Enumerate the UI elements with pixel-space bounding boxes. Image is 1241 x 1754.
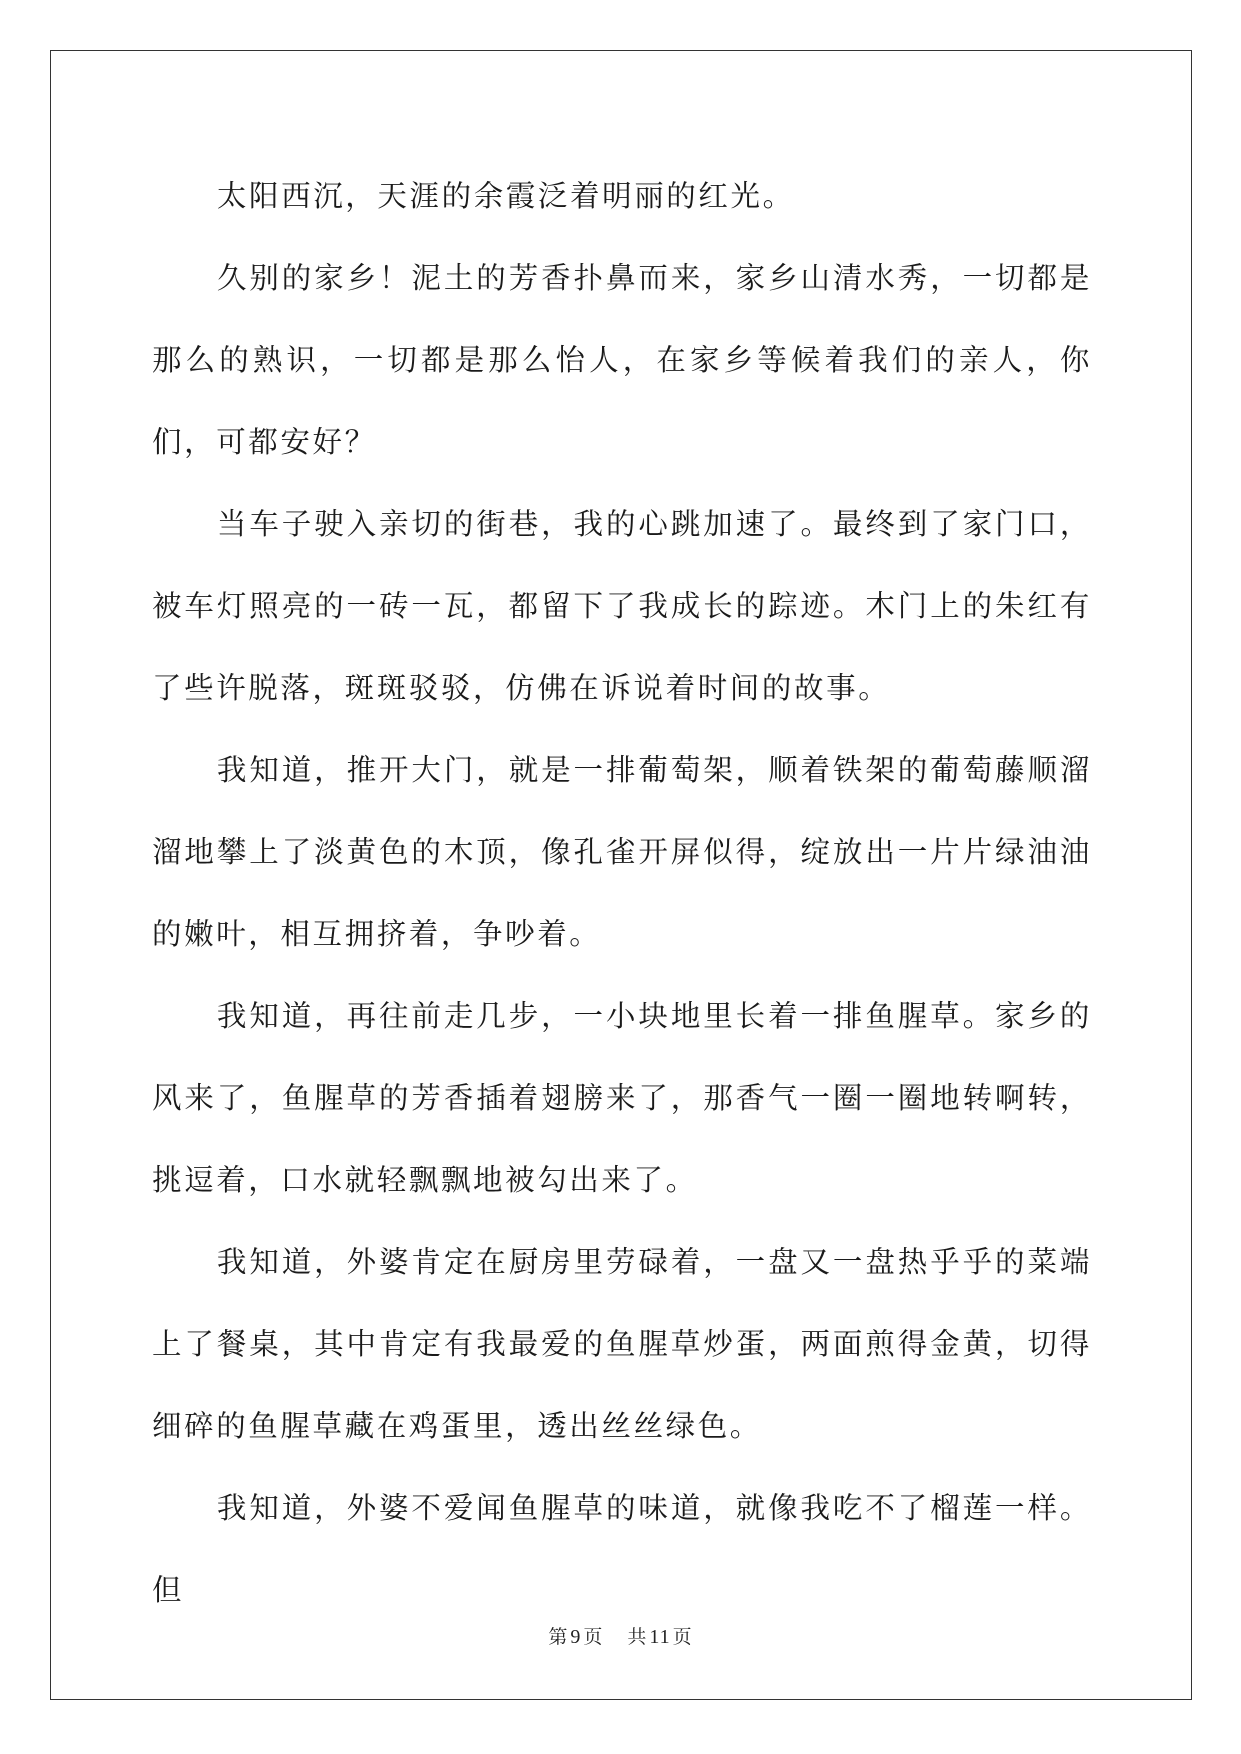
page-footer bbox=[0, 1622, 1241, 1649]
paragraph: 久别的家乡！泥土的芳香扑鼻而来，家乡山清水秀，一切都是那么的熟识，一切都是那么怡人，在家乡等候着我们的亲人，你们，可都安好？ bbox=[152, 261, 1092, 459]
page-number-current: 9 bbox=[570, 1626, 582, 1648]
page-number-suffix: 页 bbox=[583, 1626, 604, 1648]
page-number-total: 11 bbox=[649, 1626, 671, 1648]
page-total-suffix: 页 bbox=[672, 1626, 693, 1648]
paragraph: 我知道，外婆肯定在厨房里劳碌着，一盘又一盘热乎乎的菜端上了餐桌，其中肯定有我最爱的鱼腥草炒蛋，两面煎得金黄，切得细碎的鱼腥草藏在鸡蛋里，透出丝丝绿色。 bbox=[152, 1245, 1092, 1443]
document-body bbox=[152, 155, 1092, 1631]
paragraph: 太阳西沉，天涯的余霞泛着明丽的红光。 bbox=[216, 179, 795, 213]
page-total-prefix: 共 bbox=[627, 1626, 648, 1648]
paragraph: 我知道，推开大门，就是一排葡萄架，顺着铁架的葡萄藤顺溜溜地攀上了淡黄色的木顶，像孔雀开屏似得，绽放出一片片绿油油的嫩叶，相互拥挤着，争吵着。 bbox=[152, 753, 1092, 951]
paragraph: 当车子驶入亲切的街巷，我的心跳加速了。最终到了家门口，被车灯照亮的一砖一瓦，都留下了我成长的踪迹。木门上的朱红有了些许脱落，斑斑驳驳，仿佛在诉说着时间的故事。 bbox=[152, 507, 1092, 705]
paragraph: 我知道，外婆不爱闻鱼腥草的味道，就像我吃不了榴莲一样。但 bbox=[152, 1491, 1092, 1607]
paragraph: 我知道，再往前走几步，一小块地里长着一排鱼腥草。家乡的风来了，鱼腥草的芳香插着翅膀来了，那香气一圈一圈地转啊转，挑逗着，口水就轻飘飘地被勾出来了。 bbox=[152, 999, 1092, 1197]
page-number-prefix: 第 bbox=[548, 1626, 569, 1648]
